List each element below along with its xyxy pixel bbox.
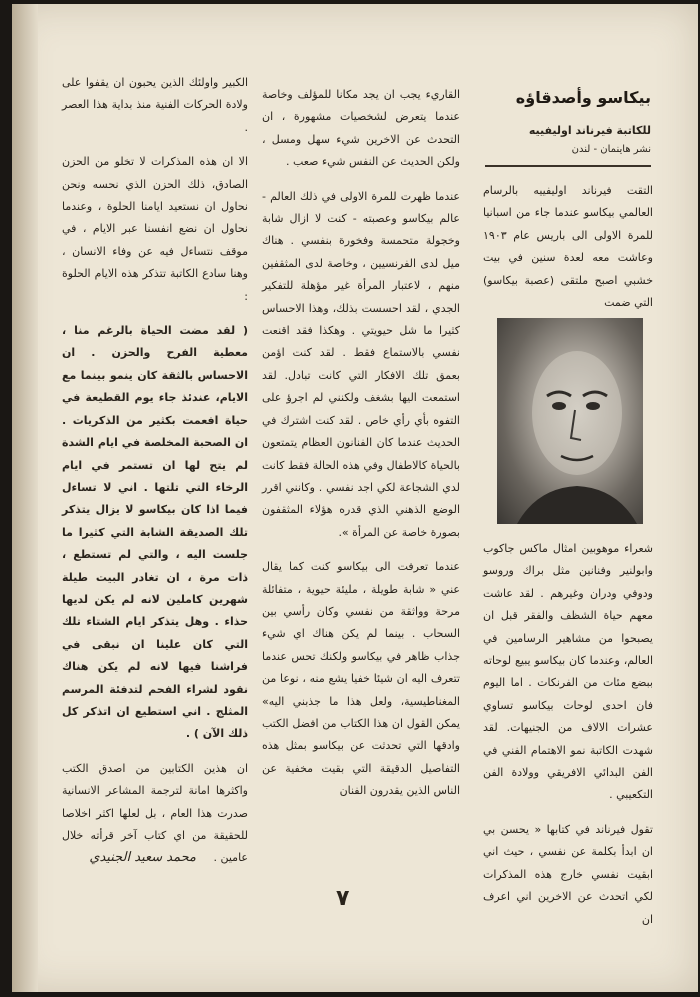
paragraph: عندما ظهرت للمرة الاولى في ذلك العالم - عالم بيكاسو وعصبته - كنت لا ازال شابة وخجولة متحمسة وفخورة بنفسي . هناك ميل لدى الفرنسيين ، وخاصة لدى المثقفين منهم ، لاعتبار المرأة غير مؤهلة للتفكير الجدي ، لقد احسست بذلك، وهذا الاحساس كثيرا ما شل حيويتي . وهكذا فقد اقنعت نفسي بالاستماع فقط . لقد كنت اؤمن بعمق تلك الافكار التي كانت تبادل. لقد استمعت اليها بشغف ولكنني لم اجرؤ على التفوه بأي رأي خاص . لقد كنت اشترك في الحديث عندما كان الفنانون العظام يتمتعون بالحياة كالاطفال وفي هذه الحالة فقط كانت لدي الشجاعة لكي اجد نفسي . وكانني اقرر الوضع الذهني الذي قدره هؤلاء المثقفون بصورة خاصة عن المرأة ».	[262, 189, 460, 539]
column-left	[62, 72, 248, 882]
paragraph: تقول فيرناند في كتابها « يحسن بي ان ابدأ بكلمة عن نفسي ، حيث اني ابقيت نفسي خارج هذه المذكرات لكي اتحدث عن الاخرين اني اعرف ان	[483, 822, 653, 926]
column-middle	[262, 84, 460, 815]
page-binding	[12, 4, 38, 992]
article-publisher: نشر هاينمان - لندن	[571, 144, 651, 155]
title-divider	[485, 165, 651, 167]
paragraph: التقت فيرناند اوليفييه بالرسام العالمي بيكاسو عندما جاء من اسبانيا للمرة الاولى الى باريس عام ١٩٠٣ وعاشت معه لعدة سنين في بيت خشبي اصبح ملتقى (عصبة بيكاسو) التي ضمت	[483, 184, 653, 310]
paragraph: ان هذين الكتابين من اصدق الكتب واكثرها امانة لترجمة المشاعر الانسانية صدرت هذا العام ، بل لعلها اكثر اخلاصا للحقيقة من اي كتاب آخر قرأته خلال عامين .	[62, 761, 248, 865]
article-title: بيكاسو وأصدقاؤه	[515, 88, 651, 107]
author-signature: محمد سعيد الجنيدي	[89, 850, 196, 865]
article-byline: للكاتبة فيرناند اوليفييه	[528, 124, 651, 137]
paragraph: القاريء يجب ان يجد مكانا للمؤلف وخاصة عندما يتعرض لشخصيات مشهورة ، ان التحدث عن الاخرين شيء سهل ومسل ، ولكن الحديث عن النفس شيء صعب .	[262, 88, 460, 169]
portrait-photo	[497, 318, 643, 524]
paragraph: الكبير واولئك الذين يحبون ان يقفوا على ولادة الحركات الفنية منذ بداية هذا العصر .	[62, 76, 248, 134]
paragraph: عندما تعرفت الى بيكاسو كنت كما يقال عني « شابة طويلة ، مليئة حيوية ، متفائلة مرحة وواثقة من نفسي وكان رأسي بين السحاب . بينما لم يكن هناك اي شيء جذاب ظاهر في بيكاسو ولكنك تحس عندما تتعرف اليه ان شيئا خفيا يشع منه ، نوعا من المغناطيسية، ولعل هذا ما جذبني اليه» يمكن القول ان هذا الكتاب من افضل الكتب وادقها التي تحدثت عن بيكاسو بمثل هذه التفاصيل الدقيقة التي بقيت مخفية عن الناس الذين يقدرون الفنان	[262, 560, 460, 798]
portrait-image	[497, 318, 643, 524]
paragraph: شعراء موهوبين امثال ماكس جاكوب وابولنير وفنانين مثل براك وروسو ودوفي ودران وغيرهم . لقد عاشت معهم حياة الشظف والفقر قبل ان يصبحوا من مشاهير الرسامين في العالم، وعندما كان بيكاسو يبيع لوحاته ببضع مئات من الفرنكات . اما اليوم فان احدى لوحات بيكاسو تساوي عشرات الالاف من الجنيهات. لقد شهدت الكاتبة نمو الاهتمام الفني في الفن البدائي الافريقي وولادة الفن التكعيبي .	[483, 542, 653, 802]
column-right-top	[483, 180, 653, 326]
paragraph: الا ان هذه المذكرات لا تخلو من الحزن الصادق، ذلك الحزن الذي نحسه ونحن نحاول ان نستعيد ايامنا الحلوة ، وعندما نحاول ان نضع انفسنا عبر الايام ، في موقف نتساءل فيه عن وفاء الانسان ، وهنا سادع الكاتبة تتذكر هذه الايام الحلوة :	[62, 155, 248, 303]
quote-paragraph: ( لقد مضت الحياة بالرغم منا ، معطية الفرح والحزن . ان الاحساس بالثقة كان ينمو بينما مع الايام، عندئذ جاء يوم القطيعة في حياة افعمت بكثير من الذكريات . ان الصحبة المخلصة في ايام الشدة لم يتح لها ان تستمر في ايام الرخاء التي تلتها . اني لا تساءل فيما اذا كان بيكاسو لا يزال يتذكر تلك الصديقة الشابة التي كثيرا ما جلست اليه ، والتي لم تستطع ، ذات مرة ، ان تغادر البيت طيلة شهرين كاملين لانه لم يكن لديها حذاء . وهل يتذكر ايام الشتاء تلك التي كان علينا ان نبقى في فراشنا فيها لانه لم يكن هناك نقود لشراء الفحم لتدفئة المرسم المثلج . اني استطيع ان اتذكر كل ذلك الآن ) .	[62, 324, 248, 741]
column-right-bottom	[483, 538, 653, 943]
page-number: ٧	[336, 886, 350, 911]
